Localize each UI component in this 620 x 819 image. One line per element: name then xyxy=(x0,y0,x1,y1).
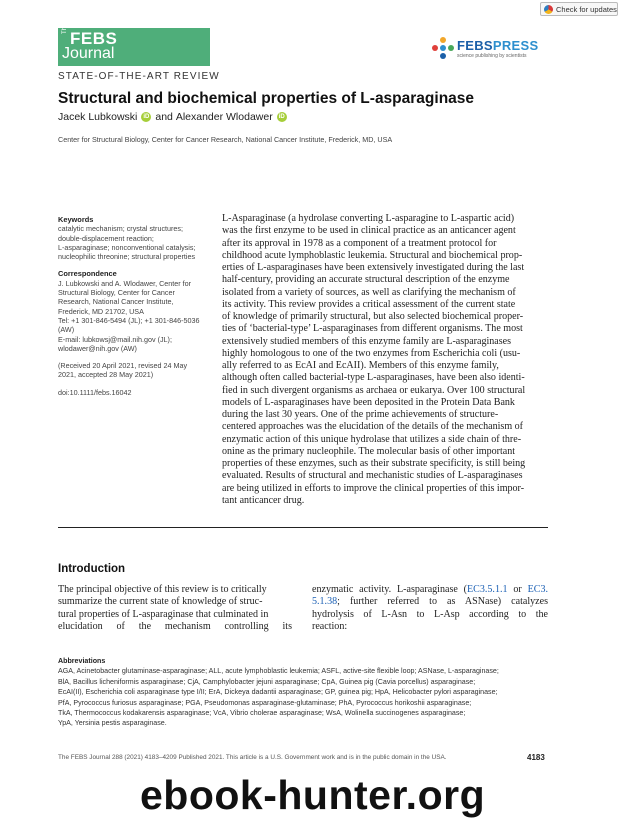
correspondence-line: Structural Biology, Center for Cancer xyxy=(58,288,175,298)
correspondence-line: Frederick, MD 21702, USA xyxy=(58,306,144,316)
abstract-line: during the last 30 years. One of the prime achievements of structure- xyxy=(222,409,499,420)
abstract-line: ally referred to as EcAI and EcAII). Members of this enzyme family, xyxy=(222,360,499,371)
abstract-line: ties of ‘bacterial-type’ L-asparaginases from different organisms. The most xyxy=(222,323,523,335)
abbreviations-heading: Abbreviations xyxy=(58,657,106,665)
article-type-label: STATE-OF-THE-ART REVIEW xyxy=(58,71,220,82)
abbreviation-line: PfA, Pyrococcus furiosus asparaginase; PGA, Pseudomonas asparaginase-glutaminase; PhA, Pyrococcus horikoshii asparaginase; xyxy=(58,698,472,707)
check-for-updates-button[interactable] xyxy=(540,2,618,16)
page-number: 4183 xyxy=(527,753,545,762)
abstract-line: although often called bacterial-type L-asparaginases, have been also identi- xyxy=(222,372,525,384)
crossmark-icon xyxy=(544,5,553,14)
abstract-line: half-century, providing an accurate structural description of the enzyme xyxy=(222,274,510,286)
received-line: 2021, accepted 28 May 2021) xyxy=(58,370,154,380)
introduction-heading: Introduction xyxy=(58,563,126,575)
abstract-line: extensively studied members of this enzyme family are L-asparaginases xyxy=(222,335,512,347)
abstract-line: of knowledge of primarily structural, but also selected biochemical proper- xyxy=(222,311,524,322)
abstract-line: fied in such divergent organisms as archaea or eukarya. Over 100 structural xyxy=(222,384,526,396)
intro-text: or xyxy=(507,584,528,595)
publisher-name-a: FEBS xyxy=(457,37,493,53)
abbreviation-line: YpA, Yersinia pestis asparaginase. xyxy=(58,719,167,728)
publisher-logo xyxy=(432,34,538,62)
abbreviation-line: EcAI(II), Escherichia coli asparaginase type I/II; ErA, Dickeya dadantii asparaginase; GP, guinea pig; HpA, Helicobacter pylori asparaginase; xyxy=(58,688,498,697)
publisher-tagline: science publishing by scientists xyxy=(457,52,527,59)
ec-link[interactable]: 5.1.38 xyxy=(312,596,338,608)
abstract-line: evaluated. Results of structural and mechanistic studies of L-asparaginases xyxy=(222,470,523,482)
intro-text: ; further referred to as ASNase) catalyzes xyxy=(337,596,548,608)
correspondence-line: Research, National Cancer Institute, xyxy=(58,297,174,307)
affiliation: Center for Structural Biology, Center for Cancer Research, National Cancer Institute, Frederick, MD, USA xyxy=(58,135,393,144)
received-line: (Received 20 April 2021, revised 24 May xyxy=(58,361,188,371)
intro-column-1 xyxy=(58,584,292,634)
abstract-line: erties of L-asparaginases have been extensively investigated during the last xyxy=(222,262,525,273)
section-divider xyxy=(58,527,548,528)
ec-link[interactable]: EC3. xyxy=(527,584,548,595)
correspondence-heading: Correspondence xyxy=(58,269,117,279)
abbreviations xyxy=(58,656,548,729)
abstract-line: centered approaches was the elucidation of the details of the mechanism of xyxy=(222,421,524,433)
abstract-line: models of L-asparaginases have been deposited in the Protein Data Bank xyxy=(222,396,515,408)
author-separator: and xyxy=(155,111,173,123)
abstract-line: highly homologous to one of the two enzymes from Escherichia coli (usu- xyxy=(222,347,521,359)
molecule-icon xyxy=(432,37,454,59)
author-name[interactable]: Alexander Wlodawer xyxy=(175,111,273,123)
sidebar-info xyxy=(58,215,210,397)
abstract-line: after its approval in 1978 as a component of a treatment protocol for xyxy=(222,237,497,249)
keyword-line: L-asparaginase; nonconventional catalysis; xyxy=(58,242,196,252)
keyword-line: catalytic mechanism; crystal structures; xyxy=(58,224,184,234)
intro-line: tural properties of L-asparaginase that culminated in xyxy=(58,608,269,620)
intro-line: summarize the current state of knowledge of struc- xyxy=(58,596,263,608)
orcid-icon[interactable]: iD xyxy=(278,114,285,120)
journal-logo-subtitle: Journal xyxy=(62,45,115,62)
abstract-line: enzymatic action of this unique hydrolase that utilizes a side chain of thre- xyxy=(222,433,522,445)
abbreviation-line: BlA, Bacillus licheniformis asparaginase; CjA, Camphylobacter jejuni asparaginase; CpA, Guinea pig (Cavia porcellus) asparaginase; xyxy=(58,677,476,686)
correspondence-line: J. Lubkowski and A. Wlodawer, Center for xyxy=(58,278,192,288)
author-list xyxy=(58,111,291,123)
correspondence-email[interactable]: E-mail: lubkowsj@mail.nih.gov (JL); xyxy=(58,334,172,344)
keyword-line: nucleophilic threonine; structural properties xyxy=(58,252,196,262)
orcid-icon[interactable]: iD xyxy=(143,114,150,120)
abbreviation-line: TkA, Thermococcus kodakarensis asparaginase; VcA, Vibrio cholerae asparaginase; WsA, Wolinella succinogenes asparaginase; xyxy=(58,709,466,718)
abstract-line: onine as the primary nucleophile. The molecular basis of other important xyxy=(222,445,516,457)
abstract-line: isolated from a variety of sources, as well as clarifying the mechanism of xyxy=(222,286,516,298)
ec-link[interactable]: EC3.5.1.1 xyxy=(467,584,508,595)
abstract-line: childhood acute lymphoblastic leukemia. Structural and biochemical prop- xyxy=(222,249,523,261)
intro-line: reaction: xyxy=(312,621,348,633)
journal-logo-the: The xyxy=(62,23,68,34)
watermark: ebook-hunter.org xyxy=(140,772,486,818)
abstract-line: its activity. This review provides a critical assessment of the current state xyxy=(222,298,516,310)
keywords-heading: Keywords xyxy=(58,215,94,224)
intro-line: elucidation of the mechanism controlling its xyxy=(58,621,292,633)
doi-link[interactable]: doi:10.1111/febs.16042 xyxy=(58,387,132,397)
abstract-line: tant anticancer drug. xyxy=(222,494,305,506)
check-for-updates-label: Check for updates xyxy=(556,4,617,14)
page-footer: The FEBS Journal 288 (2021) 4183–4209 Published 2021. This article is a U.S. Government work and is in the public domain in the USA. xyxy=(58,754,447,761)
intro-text: enzymatic activity. L-asparaginase ( xyxy=(312,584,468,595)
journal-logo xyxy=(58,23,210,66)
journal-logo-name: FEBS xyxy=(70,29,118,48)
intro-column-2 xyxy=(312,584,548,634)
correspondence-line: Tel: +1 301-846-5494 (JL); +1 301-846-5036 xyxy=(58,315,200,325)
keyword-line: double-displacement reaction; xyxy=(58,233,154,243)
abstract-line: was the first enzyme to be used in clinical practice as an anticancer agent xyxy=(222,225,516,237)
article-title: Structural and biochemical properties of L-asparaginase xyxy=(58,90,475,107)
intro-line: The principal objective of this review is to critically xyxy=(58,584,267,595)
abstract-line: properties of these enzymes, such as their substrate specificity, is still being xyxy=(222,458,526,469)
author-name[interactable]: Jacek Lubkowski xyxy=(58,111,138,123)
abstract xyxy=(222,213,548,507)
publisher-name-b: PRESS xyxy=(492,37,539,53)
correspondence-line: (AW) xyxy=(58,325,75,335)
abstract-line: are being utilized in efforts to improve the clinical properties of this impor- xyxy=(222,482,525,494)
intro-line: hydrolysis of L-Asn to L-Asp according to the xyxy=(312,608,548,620)
correspondence-email[interactable]: wlodawer@nih.gov (AW) xyxy=(58,343,137,353)
abbreviation-line: AGA, Acinetobacter glutaminase-asparaginase; ALL, acute lymphoblastic leukemia; ASFL, active-site flexible loop; ASNase, L-asparaginase; xyxy=(58,667,499,676)
abstract-line: L-Asparaginase (a hydrolase converting L-asparagine to L-aspartic acid) xyxy=(222,213,515,224)
